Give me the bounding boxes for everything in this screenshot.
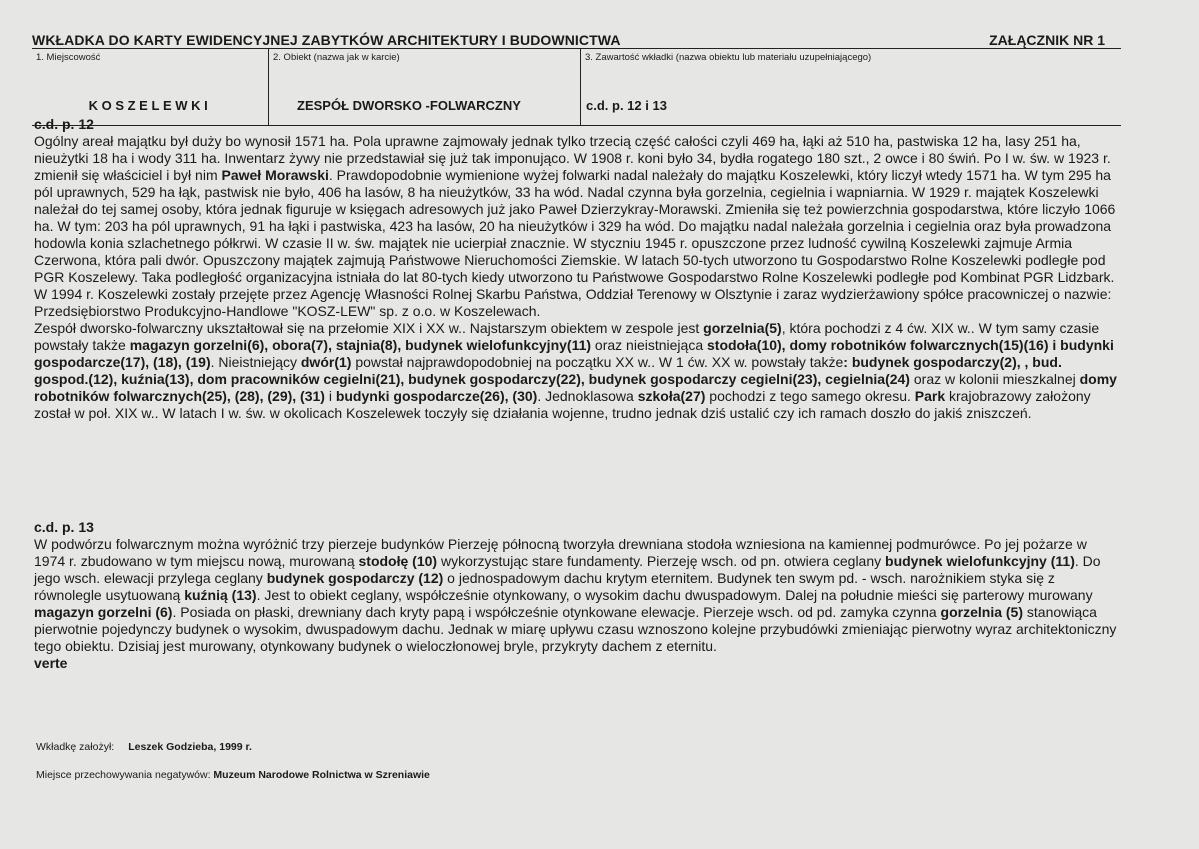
field-object: [268, 49, 581, 125]
bold-run: : budynek gospodarczy(2), , bud. gospod.(12), kuźnia(13), dom pracowników cegielni(21), budynek gospodarczy(22), budynek gospodarczy cegielni(23), cegielnia(24): [34, 354, 1062, 387]
bold-run: budynek gospodarczy (12): [266, 570, 444, 586]
section-p12-text: [34, 133, 1120, 320]
text-run: W podwórzu folwarcznym można wyróżnić trzy pierzeje budynków Pierzeję północną tworzyła drewniana stodoła wzniesiona na kamiennej podmurówce. Po jej pożarze w 1974 r. zbudowano w tym miejscu nową, murowaną: [34, 536, 1087, 569]
field-row: [32, 49, 1121, 125]
text-run: . Prawdopodobnie wymienione wyżej folwarki nadal należały do majątku Koszelewki, który liczył wtedy 1571 ha. W tym 295 ha pól uprawnych, 529 ha łąk, pastwisk nie było, 406 ha lasów, 8 ha nieużytków, 33 ha wód. Nadal czynna była gorzelnia, cegielnia i wapniarnia. W 1929 r. majątek Koszelewki należał do tej samej osoby, która jednak figuruje w księgach adresowych już jako Paweł Dzierzykray-Morawski. Zmieniła się też powierzchnia gospodarstwa, które liczyło 1066 ha. W tym: 203 ha pól uprawnych, 91 ha łąki i pastwiska, 423 ha lasów, 20 ha nieużytków i 329 ha wód. Do majątku nadal należała gorzelnia i cegielnia oraz była prowadzona hodowla konia szlachetnego półkrwi. W czasie II w. św. majątek nie ucierpiał znacznie. W styczniu 1945 r. opuszczone przez ludność cywilną Koszelewki zajmuje Armia Czerwona, która pali dwór. Opuszczony majątek zajmują Państwowe Nieruchomości Ziemskie. W latach 50-tych utworzono tu Gospodarstwo Rolne Koszelewki podległe pod PGR Koszelewy. Taka podległość organizacyjna istniała do lat 80-tych kiedy utworzono tu Państwowe Gospodarstwo Rolne Koszelewki podległe pod Kombinat PGR Lidzbark. W 1994 r. Koszelewki zostały przejęte przez Agencję Własności Rolnej Skarbu Państwa, Oddział Terenowy w Olsztynie i zaraz wydzierżawiony spółce pracowniczej o nazwie: Przedsiębiorstwo Produkcyjno-Handlowe "KOSZ-LEW" sp. z o.o. w Koszelewach.: [34, 167, 1116, 319]
verte-label: verte: [34, 655, 68, 671]
text-run: krajobrazowy założony został w poł. XIX w.. W latach I w. św. w okolicach Koszelewek toczyły się działania wojenne, trudno jednak dziś ustalić czy ich ramach doszło do jakiś zniszczeń.: [34, 388, 1091, 421]
author-label: Wkładkę założył:: [36, 741, 115, 753]
bold-run: magazyn gorzelni(6), obora(7), stajnia(8), budynek wielofunkcyjny(11): [129, 337, 592, 353]
storage-label: Miejsce przechowywania negatywów:: [36, 769, 211, 781]
text-run: . Jest to obiekt ceglany, współcześnie otynkowany, o wysokim dachu dwuspadowym. Dalej na południe mieści się parterowy murowany: [256, 587, 1093, 603]
field-contents-label: 3. Zawartość wkładki (nazwa obiektu lub materiału uzupełniającego): [585, 52, 872, 63]
section-p13: [34, 519, 1120, 672]
section-p12-heading: [34, 116, 1120, 133]
verte-note: [34, 655, 1120, 672]
document-title: WKŁADKA DO KARTY EWIDENCYJNEJ ZABYTKÓW ARCHITEKTURY I BUDOWNICTWA: [32, 32, 621, 48]
section-p12: [34, 116, 1120, 422]
record-sheet: [30, 28, 1123, 818]
field-location-value: KOSZELEWKI: [88, 98, 212, 113]
author-line: [36, 741, 252, 753]
field-location: [32, 49, 268, 125]
text-run: Ogólny areał majątku był duży bo wynosił 1571 ha. Pola uprawne zajmowały jednak tylko trzecią część całości czyli 469 ha, łąki aż 510 ha, pastwiska 12 ha, lasy 251 ha, nieużytki 18 ha i wody 311 ha. Inwentarz żywy nie przedstawiał się już tak imponująco. W 1908 r. koni było 34, bydła rogatego 180 szt., 2 owce i 80 świń. Po I w. św. w 1923 r. zmienił się właściciel i był nim: [34, 133, 1111, 183]
text-run: i: [324, 388, 336, 404]
storage-line: [36, 769, 430, 781]
author-value: Leszek Godzieba, 1999 r.: [128, 741, 252, 753]
bold-run: Park: [914, 388, 946, 404]
section-p13-heading: [34, 519, 1120, 536]
text-run: o jednospadowym dachu krytym eternitem. Budynek ten swym pd. - wsch. narożnikiem styka się z równolegle usytuowaną: [34, 570, 1055, 603]
section-heading: c.d. p. 12: [34, 116, 94, 132]
text-run: oraz nieistniejąca: [591, 337, 707, 353]
text-run: wykorzystując stare fundamenty. Pierzeję wsch. od pn. otwiera ceglany: [437, 553, 886, 569]
text-run: . Do jego wsch. elewacji przylega ceglany: [34, 553, 1101, 586]
bold-run: kuźnią (13): [184, 587, 257, 603]
bold-run: Paweł Morawski: [221, 167, 329, 183]
text-run: Zespół dworsko-folwarczny ukształtował się na przełomie XIX i XX w.. Najstarszym obiektem w zespole jest: [34, 320, 704, 336]
text-run: oraz w kolonii mieszkalnej: [909, 371, 1080, 387]
bold-run: szkoła(27): [637, 388, 706, 404]
bold-run: domy robotników folwarcznych(25), (28), (29), (31): [34, 371, 1117, 404]
bold-run: budynek wielofunkcyjny (11): [885, 553, 1075, 569]
bold-run: dwór(1): [300, 354, 352, 370]
storage-value: Muzeum Narodowe Rolnictwa w Szreniawie: [213, 769, 430, 781]
text-run: powstał najprawdopodobniej na początku XX w.. W 1 ćw. XX w. powstały także: [351, 354, 844, 370]
text-run: . Posiada on płaski, drewniany dach kryty papą i współcześnie otynkowane elewacje. Pierzeje wsch. od pd. zamyka czynna: [172, 604, 941, 620]
text-run: . Nieistniejący: [210, 354, 301, 370]
bold-run: gorzelnia (5): [940, 604, 1024, 620]
bold-run: stodołę (10): [358, 553, 438, 569]
field-object-label: 2. Obiekt (nazwa jak w karcie): [273, 52, 400, 63]
bold-run: stodoła(10), domy robotników folwarcznych(15)(16) i budynki gospodarcze(17), (18), (19): [34, 337, 1114, 370]
bold-run: magazyn gorzelni (6): [34, 604, 173, 620]
field-object-value: ZESPÓŁ DWORSKO -FOLWARCZNY: [297, 98, 521, 113]
annex-number: ZAŁĄCZNIK NR 1: [989, 32, 1105, 48]
text-run: , która pochodzi z 4 ćw. XIX w.. W tym samy czasie powstały także: [34, 320, 1100, 353]
field-contents: [580, 49, 1122, 125]
bold-run: budynki gospodarcze(26), (30): [335, 388, 538, 404]
text-run: stanowiąca pierwotnie pojedynczy budynek o wysokim, dwuspadowym dachu. Jednak w miarę upływu czasu wznoszono kolejne przybudówki zmieniając pierwotny wyraz architektoniczny tego obiektu. Dzisiaj jest murowany, otynkowany budynek o wieloczłonowej bryle, przykryty dachem z eternitu.: [34, 604, 1117, 654]
text-run: . Jednoklasowa: [537, 388, 638, 404]
text-run: pochodzi z tego samego okresu.: [705, 388, 915, 404]
section-p13-text: [34, 536, 1120, 655]
field-location-label: 1. Miejscowość: [36, 52, 101, 63]
field-contents-value: c.d. p. 12 i 13: [586, 98, 667, 113]
bold-run: gorzelnia(5): [703, 320, 782, 336]
section-heading: c.d. p. 13: [34, 519, 94, 535]
section-p12-text-2: [34, 320, 1120, 422]
